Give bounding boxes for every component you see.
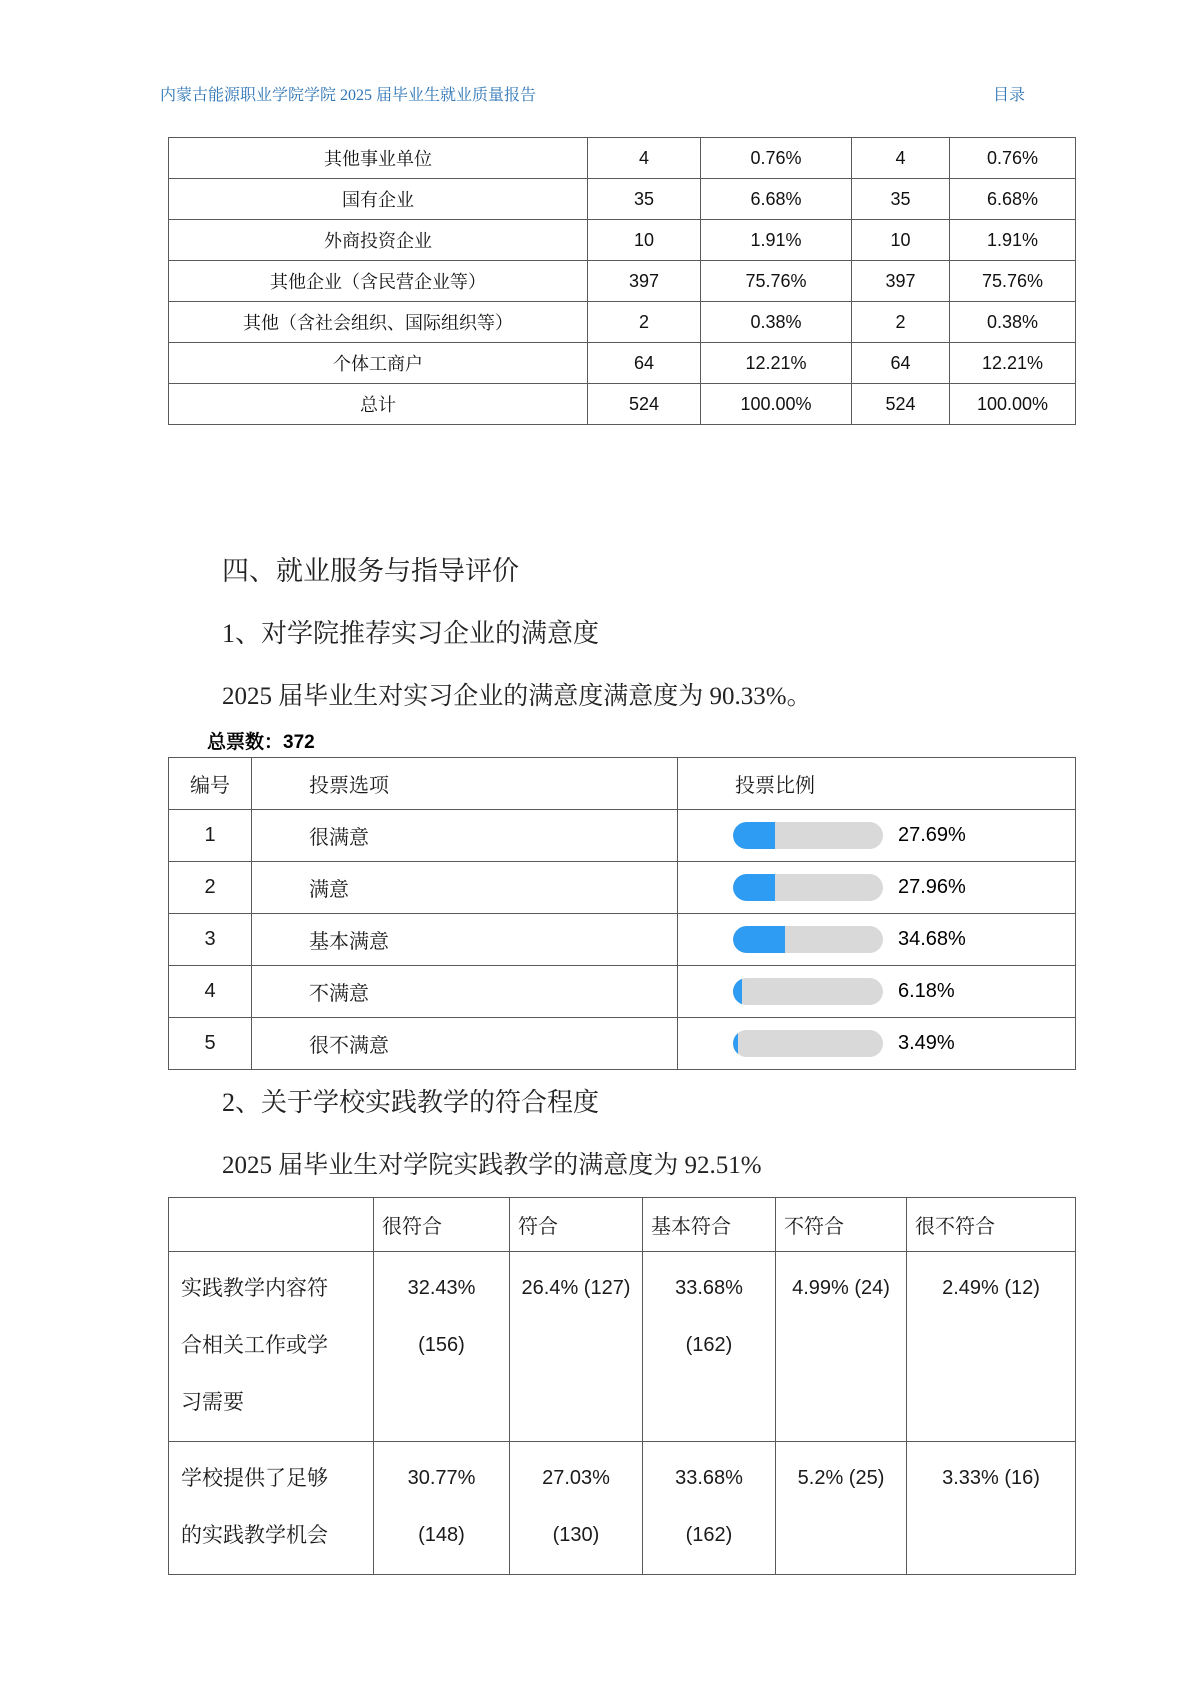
row-count: 64 (588, 343, 701, 384)
row-count: 2 (852, 302, 950, 343)
row-percent: 75.76% (701, 261, 852, 302)
row-label: 外商投资企业 (169, 220, 588, 261)
vote-percent: 27.69% (898, 824, 966, 846)
vote-row (169, 1018, 1076, 1070)
col-header: 很符合 (374, 1198, 510, 1252)
row-count: 64 (852, 343, 950, 384)
col-header-id: 编号 (169, 758, 252, 810)
fit-cell (907, 1252, 1076, 1442)
bar-track (733, 926, 883, 953)
fit-cell-percent: 2.49% (12) (942, 1277, 1040, 1299)
table-row (169, 261, 1076, 302)
fit-cell (776, 1442, 907, 1575)
table-row (169, 343, 1076, 384)
col-header: 很不符合 (907, 1198, 1076, 1252)
fit-cell-percent: 33.68% (675, 1467, 743, 1489)
row-count: 10 (852, 220, 950, 261)
row-percent: 12.21% (950, 343, 1076, 384)
row-count: 2 (588, 302, 701, 343)
row-count: 524 (588, 384, 701, 425)
bar-fill (733, 874, 775, 901)
row-count: 10 (588, 220, 701, 261)
row-count: 35 (588, 179, 701, 220)
subsection1-paragraph: 2025 届毕业生对实习企业的满意度满意度为 90.33%。 (222, 683, 812, 710)
fit-cell-count: (162) (685, 1524, 733, 1546)
vote-bar (678, 926, 1075, 953)
subsection1-heading: 1、对学院推荐实习企业的满意度 (222, 619, 600, 648)
row-percent: 75.76% (950, 261, 1076, 302)
subsection2-paragraph: 2025 届毕业生对学院实践教学的满意度为 92.51% (222, 1152, 762, 1179)
table-row-total (169, 384, 1076, 425)
fit-cell-count: (148) (418, 1524, 465, 1546)
row-percent: 6.68% (950, 179, 1076, 220)
vote-percent: 27.96% (898, 876, 966, 898)
vote-percent: 3.49% (898, 1032, 955, 1054)
vote-row-ratio (678, 914, 1076, 966)
row-label: 总计 (169, 384, 588, 425)
subsection2-heading: 2、关于学校实践教学的符合程度 (222, 1088, 600, 1117)
row-percent: 0.38% (950, 302, 1076, 343)
fit-row (169, 1252, 1076, 1442)
fit-cell (374, 1442, 510, 1575)
table-row (169, 179, 1076, 220)
vote-row-ratio (678, 810, 1076, 862)
row-count: 35 (852, 179, 950, 220)
row-percent: 6.68% (701, 179, 852, 220)
row-count: 524 (852, 384, 950, 425)
vote-row-ratio (678, 966, 1076, 1018)
section-heading: 四、就业服务与指导评价 (222, 556, 519, 586)
row-label: 国有企业 (169, 179, 588, 220)
col-header: 基本符合 (643, 1198, 776, 1252)
row-label: 个体工商户 (169, 343, 588, 384)
fit-cell (776, 1252, 907, 1442)
col-header: 符合 (510, 1198, 643, 1252)
fit-cell-count: (162) (685, 1334, 733, 1356)
page-header (160, 82, 1025, 105)
vote-row-option: 很满意 (252, 810, 678, 862)
vote-table-header-row (169, 758, 1076, 810)
fit-cell (510, 1252, 643, 1442)
vote-table (168, 757, 1076, 1070)
vote-bar (678, 822, 1075, 849)
vote-percent: 6.18% (898, 980, 955, 1002)
vote-row-id: 2 (169, 862, 252, 914)
row-count: 4 (588, 138, 701, 179)
fit-table-header-row (169, 1198, 1076, 1252)
fit-cell-count: (130) (552, 1524, 600, 1546)
row-count: 4 (852, 138, 950, 179)
col-header-ratio: 投票比例 (678, 758, 1076, 810)
practice-teaching-table (168, 1197, 1076, 1575)
bar-fill (733, 978, 742, 1005)
fit-row-label: 实践教学内容符合相关工作或学习需要 (169, 1252, 374, 1442)
bar-fill (733, 822, 775, 849)
bar-track (733, 822, 883, 849)
fit-cell (907, 1442, 1076, 1575)
fit-row-label: 学校提供了足够的实践教学机会 (169, 1442, 374, 1575)
header-toc-label: 目录 (992, 87, 1025, 104)
vote-row (169, 914, 1076, 966)
vote-row-id: 4 (169, 966, 252, 1018)
fit-cell (643, 1442, 776, 1575)
fit-cell-percent: 27.03% (542, 1467, 610, 1489)
vote-row-option: 很不满意 (252, 1018, 678, 1070)
bar-fill (733, 1030, 738, 1057)
total-votes-label: 总票数：372 (207, 732, 315, 753)
fit-cell (643, 1252, 776, 1442)
row-percent: 0.76% (701, 138, 852, 179)
vote-bar (678, 874, 1075, 901)
vote-row-option: 基本满意 (252, 914, 678, 966)
col-header-option: 投票选项 (252, 758, 678, 810)
row-label: 其他事业单位 (169, 138, 588, 179)
fit-cell-percent: 3.33% (16) (942, 1467, 1040, 1489)
row-percent: 1.91% (701, 220, 852, 261)
fit-cell (510, 1442, 643, 1575)
fit-cell-count: (156) (418, 1334, 465, 1356)
vote-bar (678, 978, 1075, 1005)
table-row (169, 302, 1076, 343)
vote-row-ratio (678, 1018, 1076, 1070)
fit-cell-percent: 33.68% (675, 1277, 743, 1299)
fit-cell-percent: 32.43% (407, 1277, 476, 1299)
vote-row-option: 满意 (252, 862, 678, 914)
col-header: 不符合 (776, 1198, 907, 1252)
table-row (169, 138, 1076, 179)
vote-percent: 34.68% (898, 928, 966, 950)
row-percent: 1.91% (950, 220, 1076, 261)
row-count: 397 (852, 261, 950, 302)
header-report-title: 内蒙古能源职业学院学院 2025 届毕业生就业质量报告 (160, 87, 537, 104)
bar-track (733, 978, 883, 1005)
vote-row-option: 不满意 (252, 966, 678, 1018)
row-label: 其他（含社会组织、国际组织等） (169, 302, 588, 343)
fit-cell-percent: 5.2% (25) (797, 1467, 885, 1489)
row-percent: 0.76% (950, 138, 1076, 179)
vote-row (169, 810, 1076, 862)
fit-cell-percent: 26.4% (127) (521, 1277, 631, 1299)
table-row (169, 220, 1076, 261)
vote-row-id: 3 (169, 914, 252, 966)
vote-row (169, 862, 1076, 914)
fit-cell (374, 1252, 510, 1442)
bar-track (733, 874, 883, 901)
employer-type-table (168, 137, 1076, 425)
row-count: 397 (588, 261, 701, 302)
fit-cell-percent: 30.77% (407, 1467, 476, 1489)
vote-row (169, 966, 1076, 1018)
bar-track (733, 1030, 883, 1057)
fit-row (169, 1442, 1076, 1575)
vote-row-id: 1 (169, 810, 252, 862)
row-percent: 0.38% (701, 302, 852, 343)
row-label: 其他企业（含民营企业等） (169, 261, 588, 302)
col-header-empty (169, 1198, 374, 1252)
row-percent: 100.00% (701, 384, 852, 425)
row-percent: 12.21% (701, 343, 852, 384)
fit-cell-percent: 4.99% (24) (792, 1277, 890, 1299)
vote-row-id: 5 (169, 1018, 252, 1070)
vote-bar (678, 1030, 1075, 1057)
vote-row-ratio (678, 862, 1076, 914)
bar-fill (733, 926, 785, 953)
row-percent: 100.00% (950, 384, 1076, 425)
